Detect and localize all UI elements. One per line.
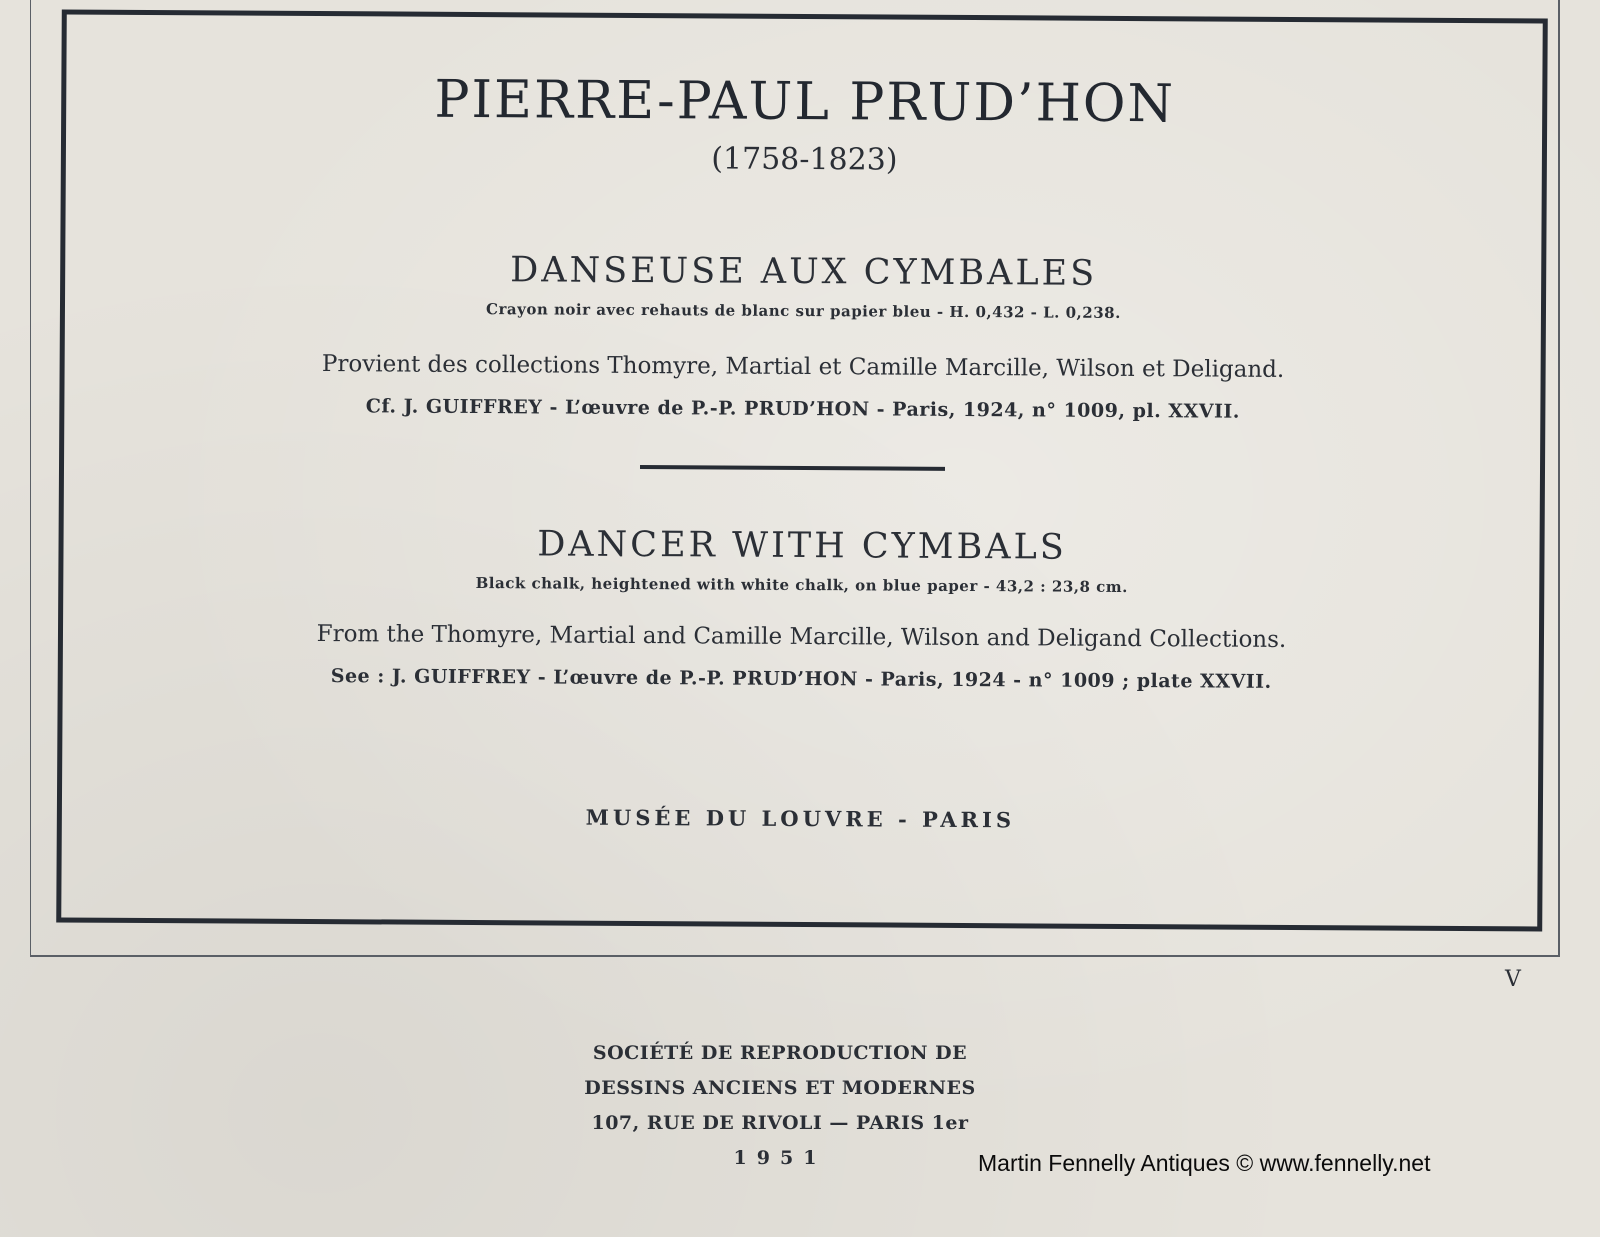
plate-number: V [1505,967,1521,992]
museum-name: MUSÉE DU LOUVRE - PARIS [585,804,1016,833]
publisher-year: 1951 [733,1147,827,1169]
french-title: DANSEUSE AUX CYMBALES [510,250,1098,294]
artist-dates: (1758-1823) [711,141,898,178]
section-divider [640,465,945,471]
french-technique: Crayon noir avec rehauts de blanc sur papier bleu - H. 0,432 - L. 0,238. [486,300,1121,322]
watermark-text: Martin Fennelly Antiques © www.fennelly.net [978,1150,1431,1176]
artist-name: PIERRE-PAUL PRUD’HON [434,69,1176,135]
publisher-line-1: SOCIÉTÉ DE REPRODUCTION DE [592,1042,968,1064]
plate-caption [57,9,1548,928]
publisher-line-3: 107, RUE DE RIVOLI — PARIS 1er [591,1112,969,1134]
english-reference: See : J. GUIFFREY - L’œuvre de P.-P. PRUD’HON - Paris, 1924 - n° 1009 ; plate XXVII. [330,665,1272,693]
english-title: DANCER WITH CYMBALS [537,524,1067,568]
english-technique: Black chalk, heightened with white chalk, on blue paper - 43,2 : 23,8 cm. [475,574,1128,596]
publisher-line-2: DESSINS ANCIENS ET MODERNES [584,1077,976,1099]
french-provenance: Provient des collections Thomyre, Martial et Camille Marcille, Wilson et Deligand. [321,351,1285,383]
french-reference: Cf. J. GUIFFREY - L’œuvre de P.-P. PRUD’HON - Paris, 1924, n° 1009, pl. XXVII. [365,395,1241,423]
english-provenance: From the Thomyre, Martial and Camille Marcille, Wilson and Deligand Collections. [316,621,1287,653]
